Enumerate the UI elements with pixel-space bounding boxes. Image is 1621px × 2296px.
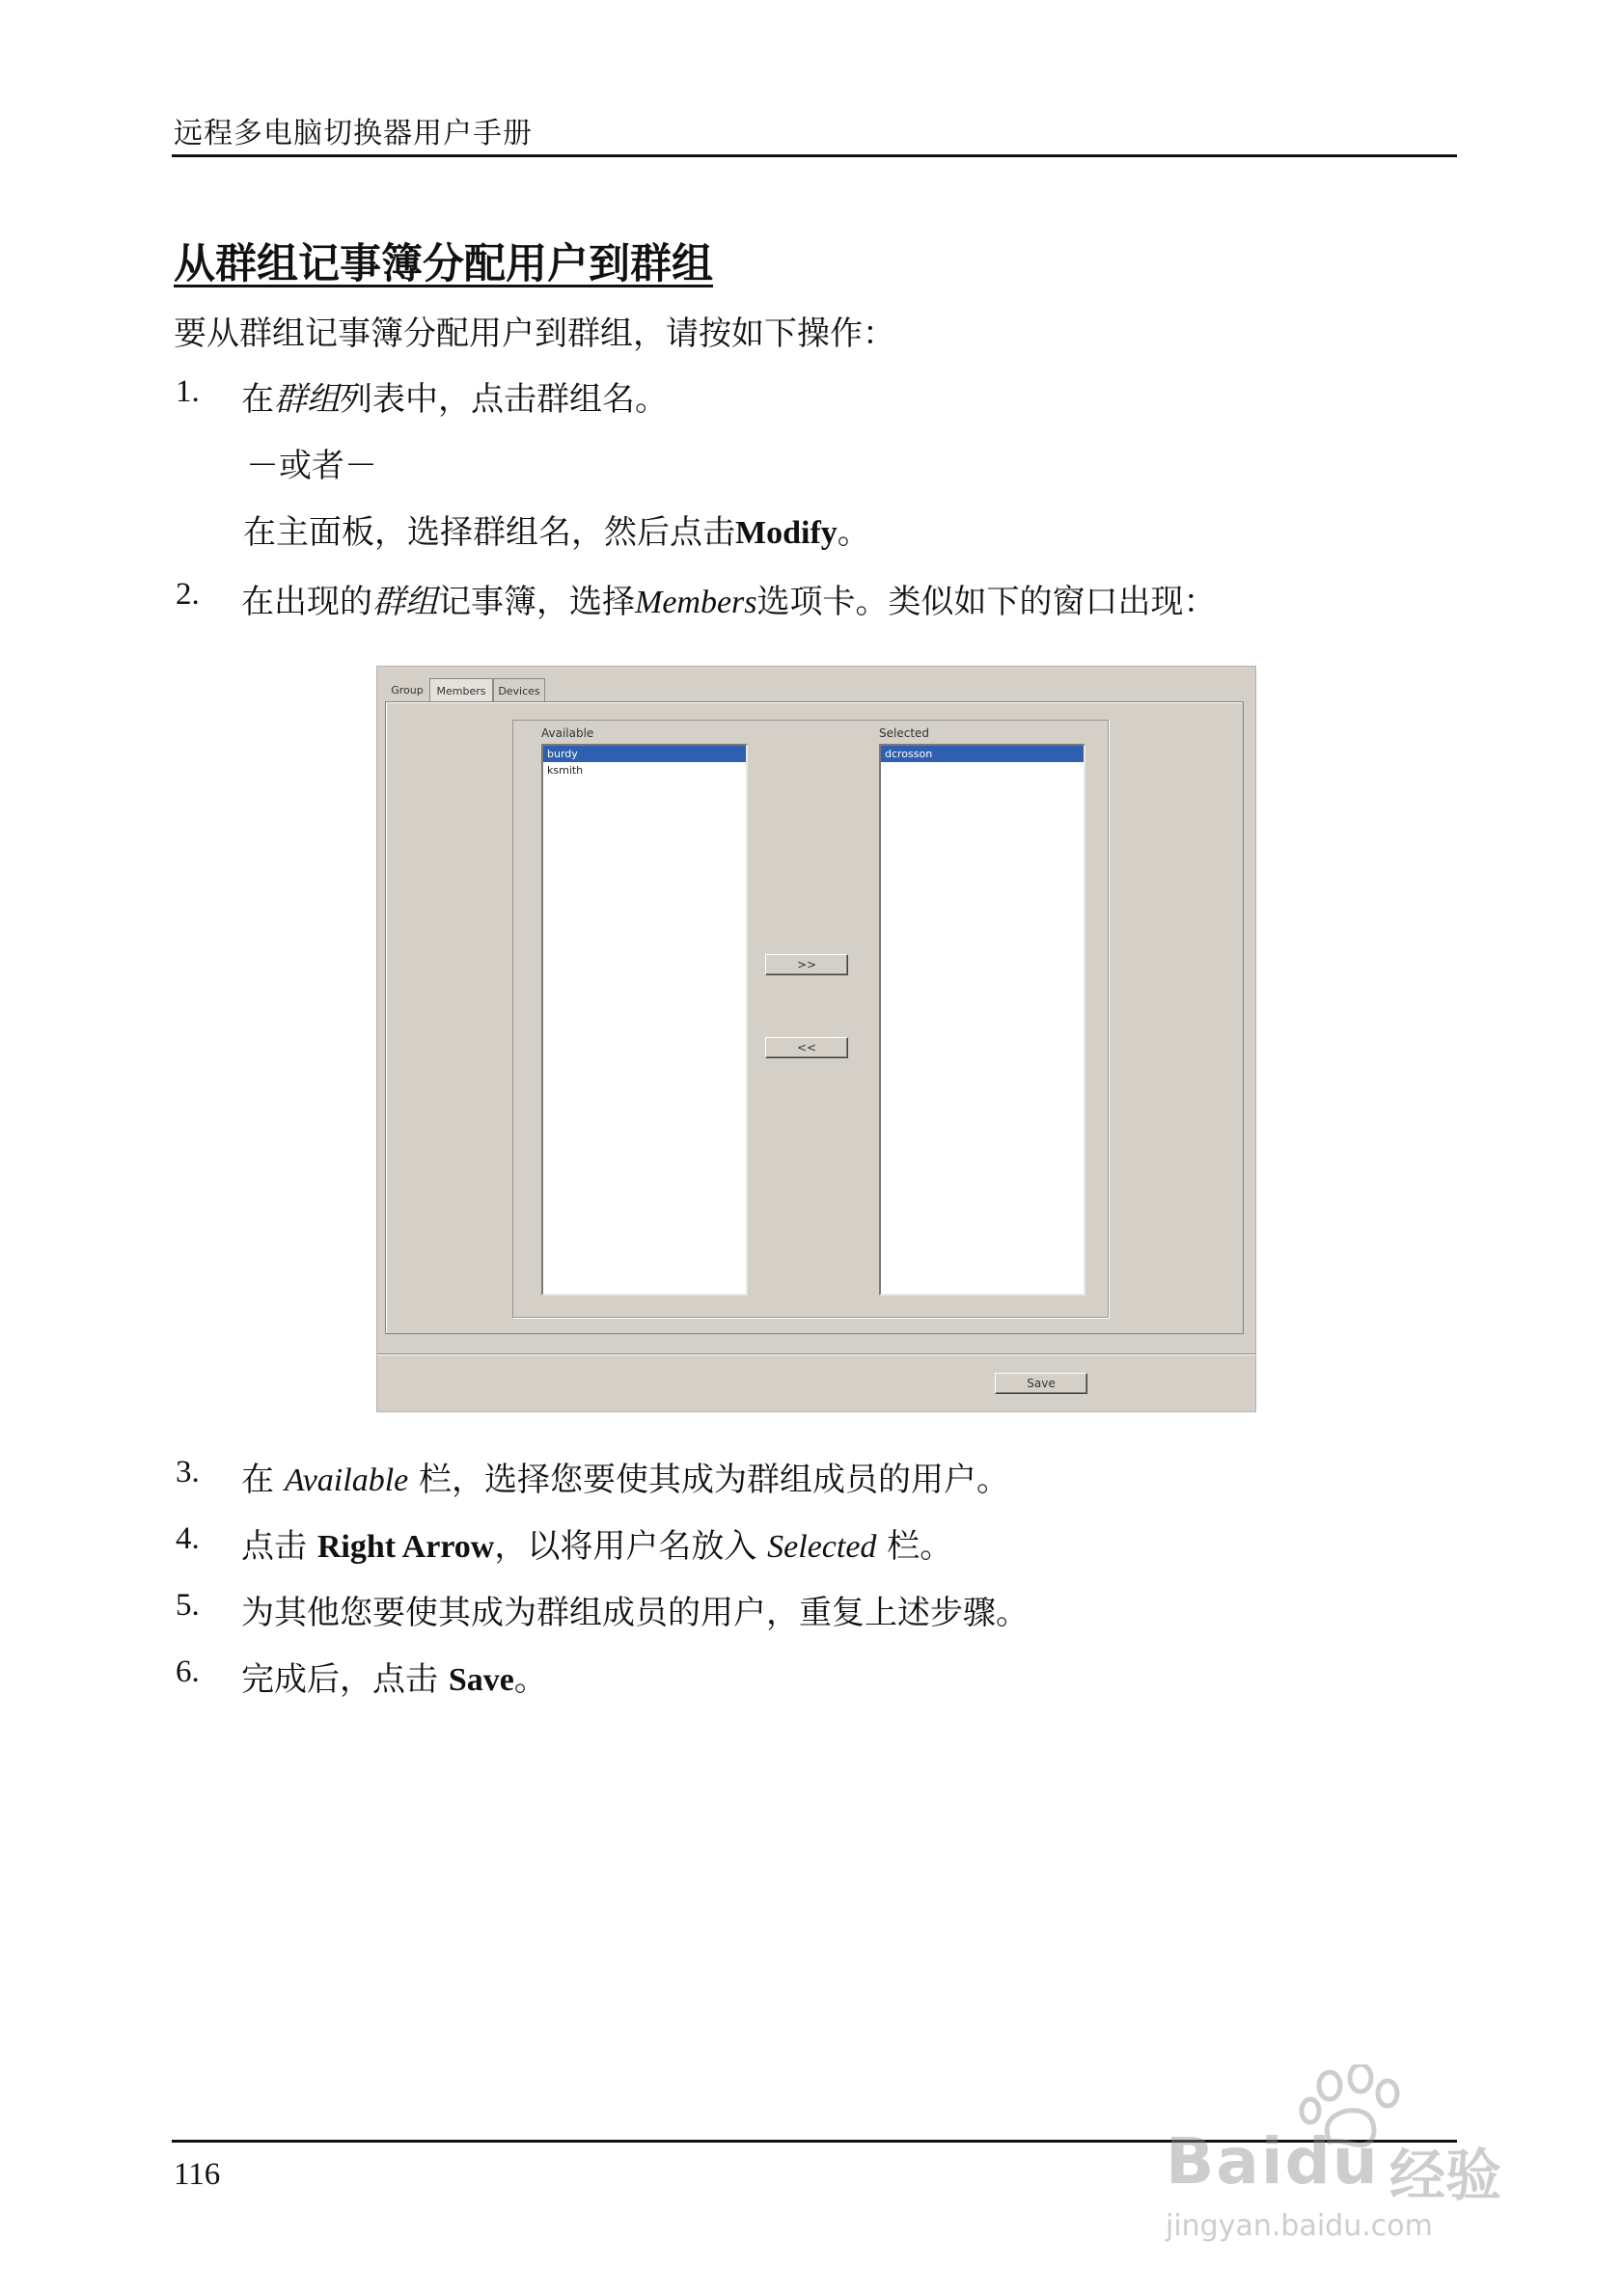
step-2-mid: 记事簿，选择 bbox=[438, 583, 635, 621]
save-keyword: Save bbox=[448, 1662, 514, 1698]
selected-list[interactable] bbox=[879, 744, 1085, 1296]
page-number: 116 bbox=[174, 2157, 221, 2192]
step-1-post: 列表中，点击群组名。 bbox=[340, 380, 668, 419]
step-3-number: 3. bbox=[176, 1455, 200, 1490]
step-1-alt-pre: 在主面板，选择群组名，然后点击 bbox=[243, 513, 735, 552]
step-6-text bbox=[241, 1653, 547, 1700]
step-6-number: 6. bbox=[176, 1654, 200, 1689]
tab-devices[interactable]: Devices bbox=[493, 678, 545, 702]
step-5-text: 为其他您要使其成为群组成员的用户，重复上述步骤。 bbox=[241, 1594, 1029, 1632]
step-1-italic: 群组 bbox=[274, 380, 340, 419]
intro-text: 要从群组记事簿分配用户到群组，请按如下操作： bbox=[174, 314, 895, 353]
watermark-brand-2: du bbox=[1284, 2124, 1380, 2199]
step-4-text bbox=[241, 1519, 952, 1567]
members-keyword: Members bbox=[635, 585, 757, 620]
tab-group[interactable]: Group bbox=[391, 683, 424, 697]
running-header: 远程多电脑切换器用户手册 bbox=[174, 117, 533, 150]
step-1-pre: 在 bbox=[241, 380, 274, 419]
step-2-italic: 群组 bbox=[372, 583, 438, 621]
available-label: Available bbox=[541, 726, 594, 740]
step-6-pre: 完成后，点击 bbox=[241, 1660, 449, 1699]
step-4-post: 栏。 bbox=[876, 1527, 953, 1566]
watermark-brand: Bai bbox=[1166, 2124, 1285, 2199]
list-item[interactable]: ksmith bbox=[547, 764, 584, 777]
selected-label: Selected bbox=[879, 726, 930, 740]
step-4-number: 4. bbox=[176, 1521, 200, 1556]
step-2-post: 选项卡。类似如下的窗口出现： bbox=[756, 583, 1217, 621]
available-keyword: Available bbox=[284, 1462, 409, 1498]
section-title: 从群组记事簿分配用户到群组 bbox=[174, 240, 713, 288]
save-button[interactable]: Save bbox=[995, 1373, 1087, 1394]
tab-members[interactable]: Members bbox=[429, 678, 493, 702]
watermark-label: 经验 bbox=[1389, 2143, 1502, 2208]
members-dialog-screenshot bbox=[376, 666, 1256, 1412]
list-item[interactable]: burdy bbox=[543, 746, 746, 762]
right-arrow-keyword: Right Arrow bbox=[316, 1529, 495, 1565]
step-2-pre: 在出现的 bbox=[241, 583, 372, 621]
watermark-url: jingyan.baidu.com bbox=[1166, 2209, 1433, 2243]
baidu-watermark bbox=[1146, 2064, 1552, 2248]
header-rule bbox=[172, 154, 1457, 157]
step-1-or: －或者－ bbox=[246, 447, 377, 485]
step-2-number: 2. bbox=[176, 577, 200, 612]
step-4-pre: 点击 bbox=[241, 1527, 317, 1566]
list-item[interactable]: dcrosson bbox=[881, 746, 1084, 762]
step-6-post: 。 bbox=[513, 1660, 547, 1699]
step-2-text bbox=[241, 575, 1217, 622]
step-1-number: 1. bbox=[176, 374, 200, 409]
dialog-bottom-rule bbox=[377, 1353, 1255, 1354]
step-5-number: 5. bbox=[176, 1588, 200, 1623]
step-1-alt bbox=[243, 506, 870, 553]
right-arrow-button[interactable]: >> bbox=[765, 954, 848, 975]
available-list[interactable] bbox=[541, 744, 748, 1296]
step-3-pre: 在 bbox=[241, 1461, 285, 1499]
selected-keyword: Selected bbox=[767, 1529, 877, 1565]
step-1-alt-post: 。 bbox=[837, 513, 870, 552]
step-1-text bbox=[241, 372, 668, 420]
modify-keyword: Modify bbox=[735, 515, 838, 551]
step-3-text bbox=[241, 1453, 1009, 1500]
step-3-post: 栏，选择您要使其成为群组成员的用户。 bbox=[408, 1461, 1010, 1499]
left-arrow-button[interactable]: << bbox=[765, 1037, 848, 1058]
step-4-mid: ，以将用户名放入 bbox=[494, 1527, 768, 1566]
